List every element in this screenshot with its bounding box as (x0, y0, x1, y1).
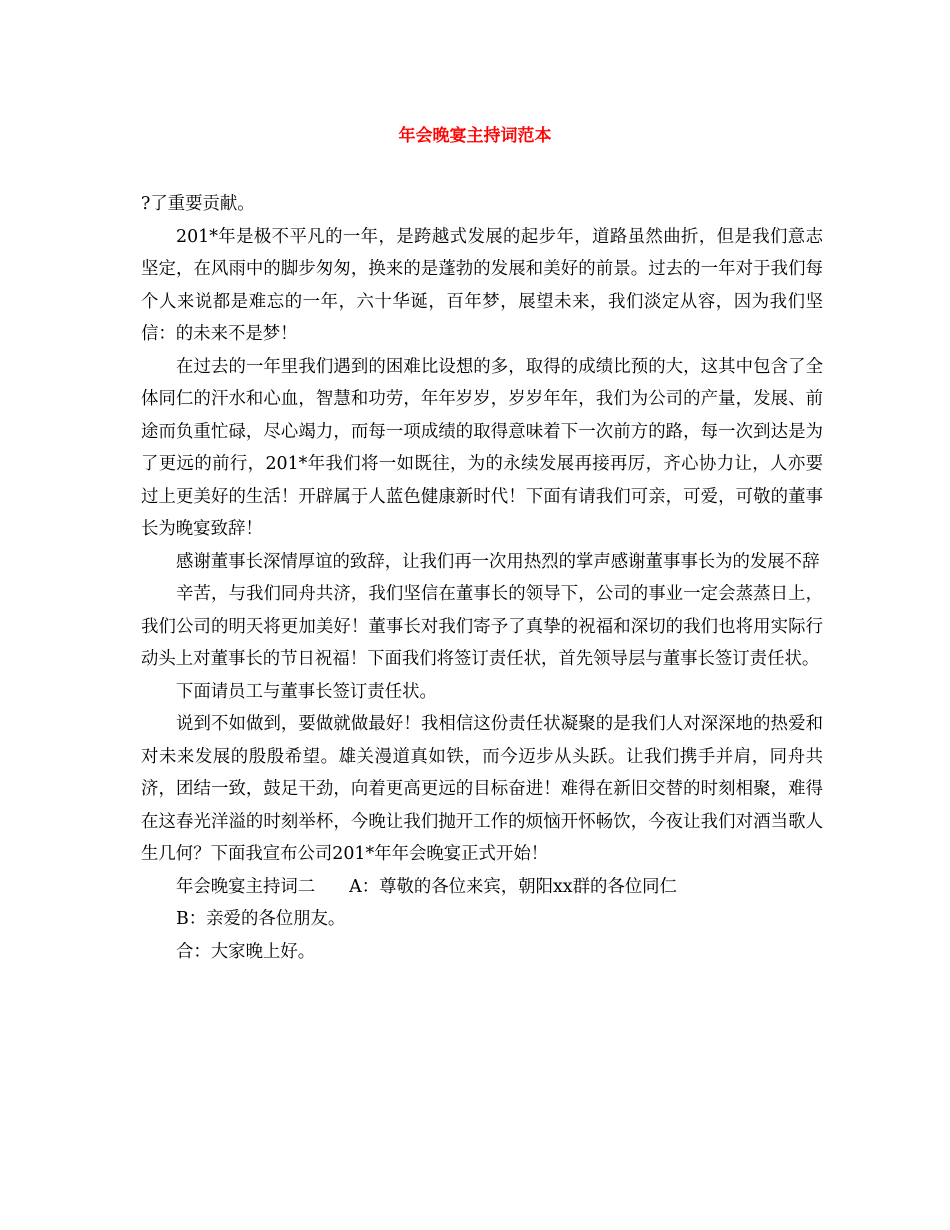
paragraph-fragment: ?了重要贡献。 (141, 194, 255, 214)
host-line-b: B：亲爱的各位朋友。 (176, 909, 346, 929)
host-script-line (141, 871, 823, 904)
document-title: 年会晚宴主持词范本 (398, 126, 552, 146)
host-line-together: 合：大家晚上好。 (176, 941, 316, 962)
host-script-text: A：尊敬的各位来宾，朝阳xx群的各位同仁 (349, 876, 677, 897)
document-body (141, 188, 823, 968)
paragraph: 辛苦，与我们同舟共济，我们坚信在董事长的领导下，公司的事业一定会蒸蒸日上，我们公司的明天将更加美好！董事长对我们寄予了真挚的祝福和深切的我们也将用实际行动头上对董事长的节日祝福！下面我们将签订责任状，首先领导层与董事长签订责任状。 (141, 584, 823, 669)
paragraph: 在过去的一年里我们遇到的困难比设想的多，取得的成绩比预的大，这其中包含了全体同仁的汗水和心血，智慧和功劳，年年岁岁，岁岁年年，我们为公司的产量，发展、前途而负重忙碌，尽心竭力，而每一项成绩的取得意味着下一次前方的路，每一次到达是为了更远的前行，201*年我们将一如既往，为的永续发展再接再厉，齐心协力让，人亦要过上更美好的生活！开辟属于人蓝色健康新时代！下面有请我们可亲，可爱，可敬的董事长为晚宴致辞！ (141, 356, 823, 539)
paragraph: 下面请员工与董事长签订责任状。 (176, 681, 437, 702)
paragraph: 201*年是极不平凡的一年，是跨越式发展的起步年，道路虽然曲折，但是我们意志坚定，在风雨中的脚步匆匆，换来的是蓬勃的发展和美好的前景。过去的一年对于我们每个人来说都是难忘的一年，六十华诞，百年梦，展望未来，我们淡定从容，因为我们坚信：的未来不是梦！ (141, 226, 823, 344)
host-script-heading: 年会晚宴主持词二 (176, 876, 316, 897)
paragraph: 说到不如做到，要做就做最好！我相信这份责任状凝聚的是我们人对深深地的热爱和对未来发展的殷殷希望。雄关漫道真如铁，而今迈步从头跃。让我们携手并肩，同舟共济，团结一致，鼓足干劲，向着更高更远的目标奋进！难得在新旧交替的时刻相聚，难得在这春光洋溢的时刻举杯，今晚让我们抛开工作的烦恼开怀畅饮，今夜让我们对酒当歌人生几何？下面我宣布公司201*年年会晚宴正式开始！ (141, 714, 823, 864)
paragraph: 感谢董事长深情厚谊的致辞，让我们再一次用热烈的掌声感谢董事事长为的发展不辞 (176, 551, 820, 572)
